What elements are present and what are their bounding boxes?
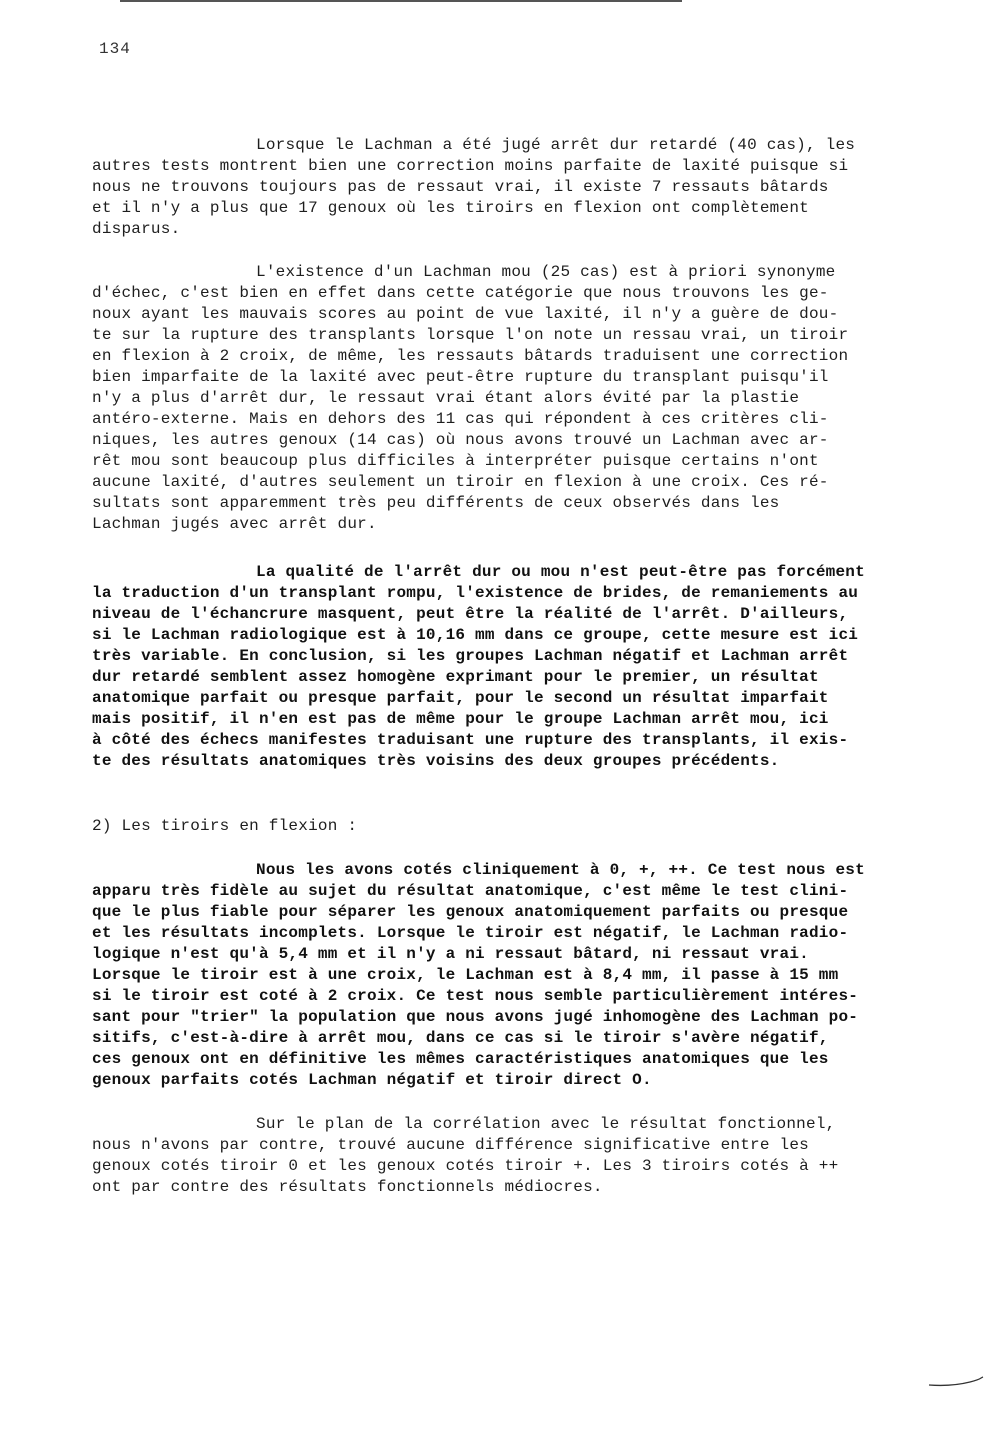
- page-number: 134: [99, 40, 131, 58]
- text-line: apparu très fidèle au sujet du résultat anatomique, c'est même le test clini-: [92, 882, 849, 900]
- text-line: que le plus fiable pour séparer les genoux anatomiquement parfaits ou presque: [92, 903, 849, 921]
- text-line: rêt mou sont beaucoup plus difficiles à interpréter puisque certains n'ont: [92, 452, 819, 470]
- top-rule: [120, 0, 682, 2]
- text-line: Lorsque le tiroir est à une croix, le Lachman est à 8,4 mm, il passe à 15 mm: [92, 966, 839, 984]
- text-line: niques, les autres genoux (14 cas) où nous avons trouvé un Lachman avec ar-: [92, 431, 829, 449]
- text-line: dur retardé semblent assez homogène exprimant pour le premier, un résultat: [92, 668, 819, 686]
- text-line: disparus.: [92, 220, 181, 238]
- text-line: Sur le plan de la corrélation avec le résultat fonctionnel,: [256, 1115, 836, 1133]
- text-line: ont par contre des résultats fonctionnels médiocres.: [92, 1178, 603, 1196]
- text-line: en flexion à 2 croix, de même, les ressauts bâtards traduisent une correction: [92, 347, 849, 365]
- text-line: nous n'avons par contre, trouvé aucune différence significative entre les: [92, 1136, 809, 1154]
- text-line: nous ne trouvons toujours pas de ressaut vrai, il existe 7 ressauts bâtards: [92, 178, 829, 196]
- text-line: noux ayant les mauvais scores au point de vue laxité, il n'y a guère de dou-: [92, 305, 839, 323]
- text-line: d'échec, c'est bien en effet dans cette catégorie que nous trouvons les ge-: [92, 284, 829, 302]
- text-line: niveau de l'échancrure masquent, peut être la réalité de l'arrêt. D'ailleurs,: [92, 605, 849, 623]
- text-line: La qualité de l'arrêt dur ou mou n'est peut-être pas forcément: [256, 563, 865, 581]
- text-line: antéro-externe. Mais en dehors des 11 cas qui répondent à ces critères cli-: [92, 410, 829, 428]
- text-line: à côté des échecs manifestes traduisant une rupture des transplants, il exis-: [92, 731, 849, 749]
- text-line: n'y a plus d'arrêt dur, le ressaut vrai étant alors évité par la plastie: [92, 389, 800, 407]
- text-line: Lachman jugés avec arrêt dur.: [92, 515, 377, 533]
- text-line: 2) Les tiroirs en flexion :: [92, 817, 358, 835]
- text-line: et il n'y a plus que 17 genoux où les tiroirs en flexion ont complètement: [92, 199, 809, 217]
- text-line: anatomique parfait ou presque parfait, pour le second un résultat imparfait: [92, 689, 829, 707]
- text-line: Nous les avons cotés cliniquement à 0, +, ++. Ce test nous est: [256, 861, 865, 879]
- pen-mark: [928, 1372, 984, 1390]
- text-line: mais positif, il n'en est pas de même pour le groupe Lachman arrêt mou, ici: [92, 710, 829, 728]
- text-line: Lorsque le Lachman a été jugé arrêt dur retardé (40 cas), les: [256, 136, 856, 154]
- text-line: te des résultats anatomiques très voisins des deux groupes précédents.: [92, 752, 780, 770]
- text-line: si le Lachman radiologique est à 10,16 mm dans ce groupe, cette mesure est ici: [92, 626, 859, 644]
- text-line: autres tests montrent bien une correction moins parfaite de laxité puisque si: [92, 157, 849, 175]
- text-line: genoux parfaits cotés Lachman négatif et tiroir direct O.: [92, 1071, 652, 1089]
- text-line: bien imparfaite de la laxité avec peut-être rupture du transplant puisqu'il: [92, 368, 829, 386]
- text-line: très variable. En conclusion, si les groupes Lachman négatif et Lachman arrêt: [92, 647, 849, 665]
- text-line: sitifs, c'est-à-dire à arrêt mou, dans ce cas si le tiroir s'avère négatif,: [92, 1029, 829, 1047]
- text-line: te sur la rupture des transplants lorsque l'on note un ressau vrai, un tiroir: [92, 326, 849, 344]
- text-line: aucune laxité, d'autres seulement un tiroir en flexion à une croix. Ces ré-: [92, 473, 829, 491]
- text-line: sant pour "trier" la population que nous avons jugé inhomogène des Lachman po-: [92, 1008, 859, 1026]
- text-line: si le tiroir est coté à 2 croix. Ce test nous semble particulièrement intéres-: [92, 987, 859, 1005]
- text-line: la traduction d'un transplant rompu, l'existence de brides, de remaniements au: [92, 584, 859, 602]
- text-line: genoux cotés tiroir 0 et les genoux cotés tiroir +. Les 3 tiroirs cotés à ++: [92, 1157, 839, 1175]
- text-line: sultats sont apparemment très peu différents de ceux observés dans les: [92, 494, 780, 512]
- text-line: et les résultats incomplets. Lorsque le tiroir est négatif, le Lachman radio-: [92, 924, 849, 942]
- text-line: L'existence d'un Lachman mou (25 cas) est à priori synonyme: [256, 263, 836, 281]
- text-line: logique n'est qu'à 5,4 mm et il n'y a ni ressaut bâtard, ni ressaut vrai.: [92, 945, 809, 963]
- text-line: ces genoux ont en définitive les mêmes caractéristiques anatomiques que les: [92, 1050, 829, 1068]
